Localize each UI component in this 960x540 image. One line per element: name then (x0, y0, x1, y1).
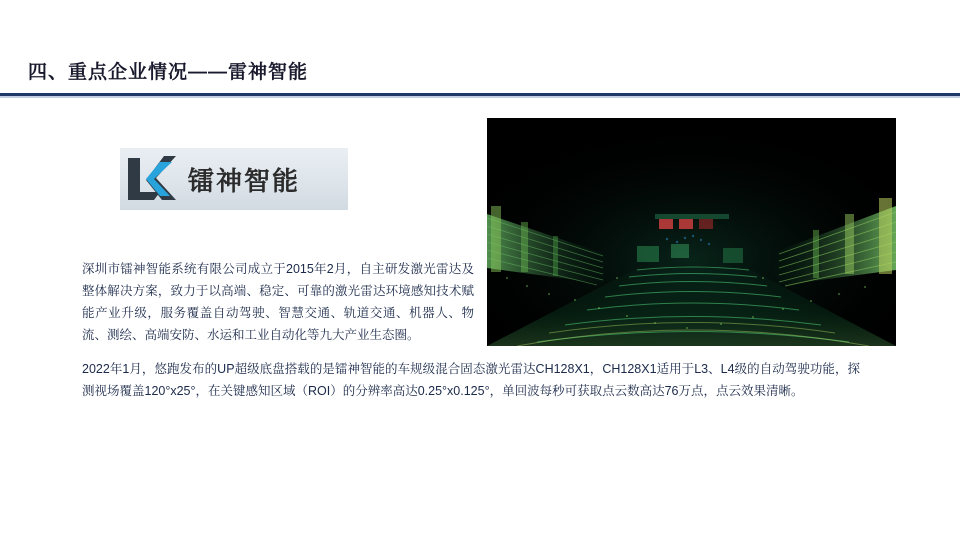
logo-brand-text: 镭神智能 (188, 165, 301, 196)
lidar-point-cloud-image (487, 118, 896, 346)
divider-bar-secondary (0, 96, 960, 98)
point-cloud-canvas (487, 118, 896, 346)
company-description-paragraph: 深圳市镭神智能系统有限公司成立于2015年2月，自主研发激光雷达及整体解决方案，致力于以高端、稳定、可靠的激光雷达环境感知技术赋能产业升级，服务覆盖自动驾驶、智慧交通、轨道交通、机器人、物流、测绘、高端安防、水运和工业自动化等九大产业生态圈。 (82, 262, 474, 342)
page-title: 四、重点企业情况——雷神智能 (28, 62, 309, 83)
product-description-paragraph: 2022年1月，悠跑发布的UP超级底盘搭载的是镭神智能的车规级混合固态激光雷达CH128X1，CH128X1适用于L3、L4级的自动驾驶功能，探测视场覆盖120°x25°，在关键感知区域（ROI）的分辨率高达0.25°x0.125°，单回波每秒可获取点云数高达76万点，点云效果清晰。 (82, 362, 860, 398)
company-logo (120, 148, 348, 210)
ls-monogram-icon (120, 148, 186, 210)
title-divider (0, 93, 960, 97)
